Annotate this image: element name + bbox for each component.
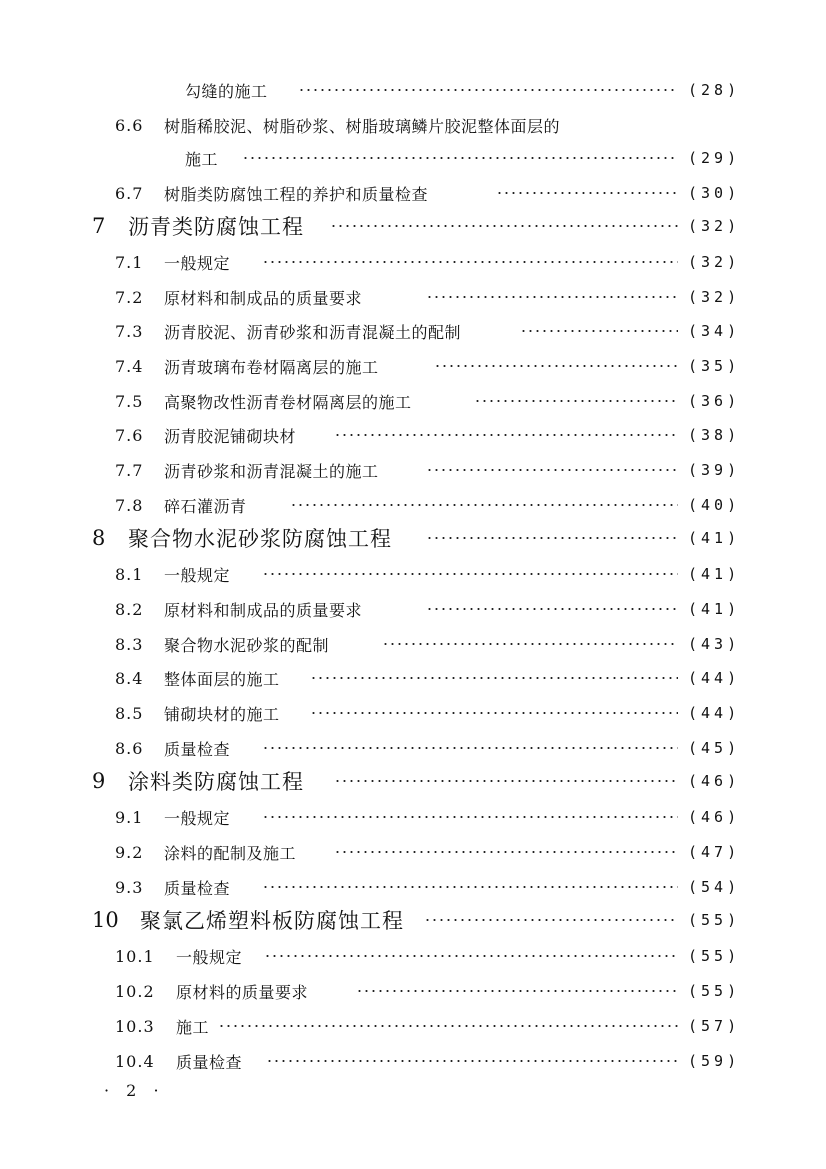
dot-leader — [262, 747, 678, 749]
toc-number: 8.1 — [115, 564, 144, 584]
dot-leader — [496, 192, 678, 194]
toc-entry — [0, 455, 826, 485]
toc-page-ref: (54) — [688, 878, 741, 896]
toc-page-ref: (55) — [688, 911, 741, 929]
toc-title: 聚合物水泥砂浆防腐蚀工程 — [128, 527, 392, 551]
toc-number: 7.1 — [115, 252, 144, 272]
dot-leader — [426, 469, 678, 471]
toc-entry — [0, 594, 826, 624]
toc-number: 9.3 — [115, 877, 144, 897]
toc-number: 7.4 — [115, 356, 144, 376]
toc-entry — [0, 629, 826, 659]
toc-entry — [0, 559, 826, 589]
toc-number: 6.7 — [115, 183, 144, 203]
toc-number: 10.3 — [115, 1016, 155, 1036]
toc-entry — [0, 698, 826, 728]
dot-leader — [334, 851, 678, 853]
toc-number: 7.8 — [115, 495, 144, 515]
toc-entry — [0, 282, 826, 312]
toc-entry — [0, 1011, 826, 1041]
toc-entry — [0, 178, 826, 208]
toc-title: 施工 — [185, 149, 219, 169]
toc-title: 一般规定 — [164, 808, 231, 828]
toc-entry — [0, 941, 826, 971]
dot-leader — [310, 712, 678, 714]
toc-entry — [0, 75, 826, 105]
toc-page-ref: (45) — [688, 739, 741, 757]
dot-leader — [218, 1025, 678, 1027]
toc-number: 9.1 — [115, 807, 144, 827]
dot-leader — [290, 504, 678, 506]
toc-page-ref: (46) — [688, 808, 741, 826]
toc-page-ref: (32) — [688, 217, 741, 235]
toc-number: 8.6 — [115, 738, 144, 758]
dot-leader — [426, 296, 678, 298]
toc-number: 7.6 — [115, 425, 144, 445]
toc-number: 10.1 — [115, 946, 155, 966]
dot-leader — [424, 919, 678, 921]
toc-page-ref: (30) — [688, 184, 741, 202]
toc-number: 8 — [92, 526, 106, 550]
toc-number: 7.3 — [115, 321, 144, 341]
dot-leader — [520, 330, 678, 332]
toc-number: 8.5 — [115, 703, 144, 723]
dot-leader — [310, 677, 678, 679]
dot-leader — [264, 955, 678, 957]
page-number: · 2 · — [104, 1081, 165, 1100]
toc-number: 9.2 — [115, 842, 144, 862]
dot-leader — [298, 89, 678, 91]
toc-title: 树脂类防腐蚀工程的养护和质量检查 — [164, 184, 429, 204]
dot-leader — [426, 537, 678, 539]
dot-leader — [242, 157, 678, 159]
toc-entry — [0, 872, 826, 902]
dot-leader — [262, 886, 678, 888]
toc-page-ref: (40) — [688, 496, 741, 514]
toc-entry — [0, 837, 826, 867]
toc-title: 碎石灌沥青 — [164, 496, 247, 516]
toc-number: 8.4 — [115, 668, 144, 688]
toc-number: 9 — [92, 769, 106, 793]
toc-page-ref: (28) — [688, 81, 741, 99]
toc-number: 6.6 — [115, 115, 144, 135]
dot-leader — [330, 225, 678, 227]
toc-title: 原材料和制成品的质量要求 — [164, 288, 363, 308]
toc-page-ref: (41) — [688, 600, 741, 618]
dot-leader — [262, 573, 678, 575]
toc-title: 原材料的质量要求 — [176, 982, 309, 1002]
toc-number: 8.3 — [115, 634, 144, 654]
toc-page-ref: (41) — [688, 529, 741, 547]
dot-leader — [426, 608, 678, 610]
dot-leader — [382, 643, 678, 645]
toc-page-ref: (55) — [688, 982, 741, 1000]
dot-leader — [334, 434, 678, 436]
toc-title: 沥青砂浆和沥青混凝土的施工 — [164, 461, 379, 481]
toc-entry — [0, 420, 826, 450]
toc-entry — [0, 351, 826, 381]
toc-title: 质量检查 — [176, 1052, 243, 1072]
toc-title: 质量检查 — [164, 739, 231, 759]
toc-number: 10 — [92, 908, 119, 932]
toc-title: 沥青类防腐蚀工程 — [128, 215, 304, 239]
toc-page-ref: (47) — [688, 843, 741, 861]
toc-entry — [0, 976, 826, 1006]
toc-entry — [0, 386, 826, 416]
toc-page-ref: (36) — [688, 392, 741, 410]
toc-page-ref: (39) — [688, 461, 741, 479]
toc-title: 聚合物水泥砂浆的配制 — [164, 635, 330, 655]
toc-page-ref: (35) — [688, 357, 741, 375]
toc-entry — [0, 733, 826, 763]
toc-page-ref: (32) — [688, 288, 741, 306]
dot-leader — [262, 261, 678, 263]
toc-number: 7.2 — [115, 287, 144, 307]
toc-title: 施工 — [176, 1017, 210, 1037]
toc-title: 铺砌块材的施工 — [164, 704, 280, 724]
toc-title: 沥青玻璃布卷材隔离层的施工 — [164, 357, 379, 377]
toc-entry — [0, 247, 826, 277]
toc-title: 整体面层的施工 — [164, 669, 280, 689]
dot-leader — [434, 365, 678, 367]
toc-chapter — [0, 905, 826, 935]
toc-title: 聚氯乙烯塑料板防腐蚀工程 — [140, 909, 404, 933]
toc-title: 质量检查 — [164, 878, 231, 898]
toc-page-ref: (59) — [688, 1052, 741, 1070]
toc-title: 一般规定 — [164, 253, 231, 273]
toc-page-ref: (44) — [688, 704, 741, 722]
toc-chapter — [0, 211, 826, 241]
toc-title: 沥青胶泥、沥青砂浆和沥青混凝土的配制 — [164, 322, 462, 342]
dot-leader — [356, 990, 678, 992]
toc-page-ref: (29) — [688, 149, 741, 167]
toc-title: 沥青胶泥铺砌块材 — [164, 426, 297, 446]
toc-page-ref: (46) — [688, 772, 741, 790]
toc-title: 涂料的配制及施工 — [164, 843, 297, 863]
toc-title: 原材料和制成品的质量要求 — [164, 600, 363, 620]
toc-entry — [0, 802, 826, 832]
toc-chapter — [0, 766, 826, 796]
toc-number: 10.4 — [115, 1051, 155, 1071]
toc-chapter — [0, 523, 826, 553]
toc-number: 8.2 — [115, 599, 144, 619]
dot-leader — [334, 780, 678, 782]
toc-page-ref: (57) — [688, 1017, 741, 1035]
toc-number: 7 — [92, 214, 106, 238]
toc-title: 一般规定 — [176, 947, 243, 967]
toc-page-ref: (38) — [688, 426, 741, 444]
toc-title: 一般规定 — [164, 565, 231, 585]
toc-title: 涂料类防腐蚀工程 — [128, 770, 304, 794]
toc-entry — [0, 490, 826, 520]
toc-entry — [0, 143, 826, 173]
toc-number: 7.7 — [115, 460, 144, 480]
toc-number: 10.2 — [115, 981, 155, 1001]
toc-entry — [0, 1046, 826, 1076]
toc-title: 树脂稀胶泥、树脂砂浆、树脂玻璃鳞片胶泥整体面层的 — [164, 116, 561, 136]
toc-entry — [0, 110, 826, 140]
dot-leader — [266, 1060, 678, 1062]
toc-title: 高聚物改性沥青卷材隔离层的施工 — [164, 392, 412, 412]
toc-page-ref: (55) — [688, 947, 741, 965]
toc-number: 7.5 — [115, 391, 144, 411]
toc-page-ref: (32) — [688, 253, 741, 271]
toc-entry — [0, 663, 826, 693]
toc-entry — [0, 316, 826, 346]
toc-page-ref: (44) — [688, 669, 741, 687]
toc-title: 勾缝的施工 — [185, 81, 268, 101]
toc-page-ref: (41) — [688, 565, 741, 583]
toc-page-ref: (43) — [688, 635, 741, 653]
dot-leader — [262, 816, 678, 818]
toc-page-ref: (34) — [688, 322, 741, 340]
dot-leader — [474, 400, 678, 402]
